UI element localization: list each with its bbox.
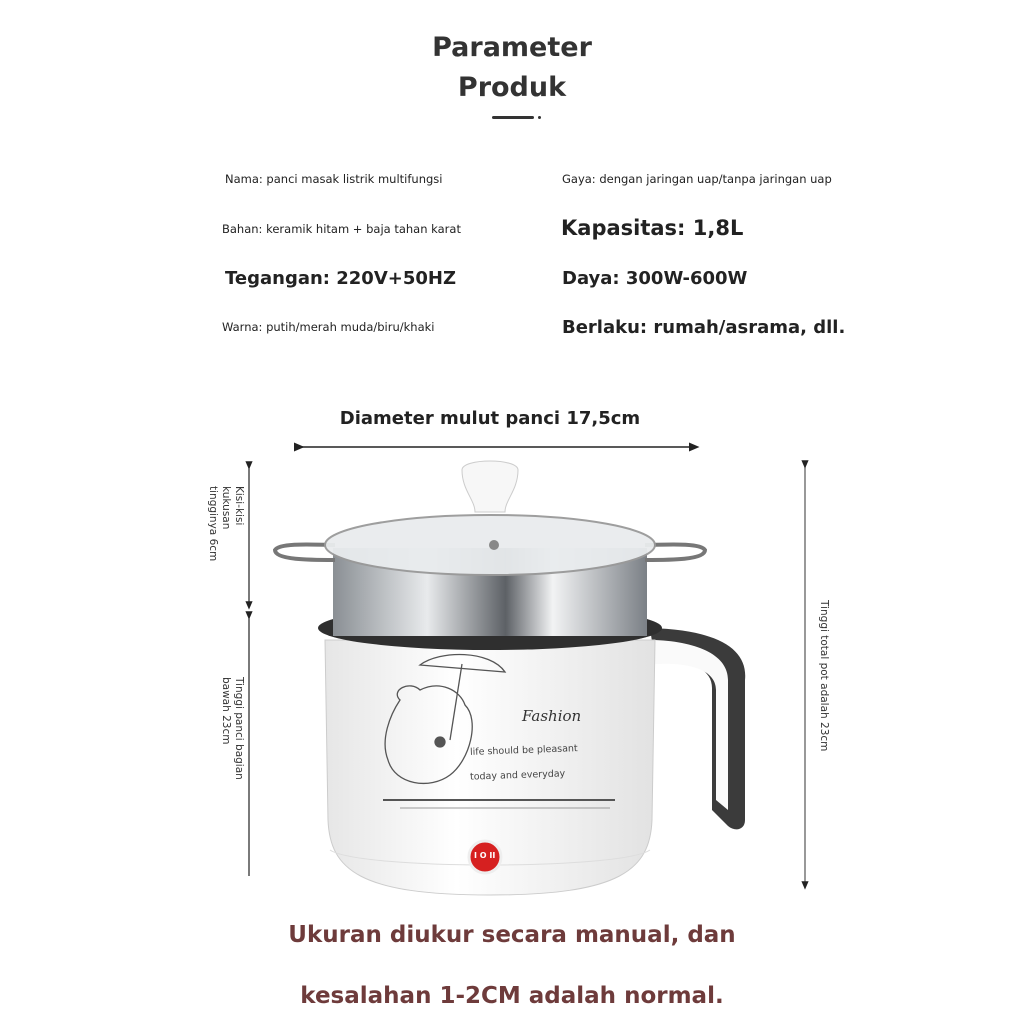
pot-print-line-2: today and everyday: [469, 768, 566, 783]
lower-height-label: Tinggi panci bagian bawah 23cm: [220, 677, 245, 780]
spec-voltage: Tegangan: 220V+50HZ: [225, 268, 457, 289]
steamer-height-label: Kisi-kisi kukusan tingginya 6cm: [207, 486, 245, 562]
spec-style: Gaya: dengan jaringan uap/tanpa jaringan uap: [562, 172, 832, 186]
spec-usage: Berlaku: rumah/asrama, dll.: [562, 317, 846, 338]
lid-knob: [462, 461, 518, 512]
spec-power: Daya: 300W-600W: [562, 268, 748, 289]
spec-material: Bahan: keramik hitam + baja tahan karat: [222, 222, 461, 236]
power-switch-label: I O II: [474, 851, 496, 860]
title-line-2: Produk: [457, 72, 567, 103]
total-height-label: Tinggi total pot adalah 23cm: [818, 600, 830, 752]
footer-note-line-1: Ukuran diukur secara manual, dan: [288, 922, 736, 948]
footer-note-line-2: kesalahan 1-2CM adalah normal.: [300, 983, 724, 1009]
spec-name: Nama: panci masak listrik multifungsi: [225, 172, 443, 186]
diameter-label: Diameter mulut panci 17,5cm: [339, 408, 641, 429]
pot-print-line-1: life should be pleasant: [469, 743, 578, 758]
pot-brand-text: Fashion: [522, 707, 582, 725]
title-line-1: Parameter: [432, 32, 592, 63]
spec-capacity: Kapasitas: 1,8L: [561, 216, 744, 240]
spec-color: Warna: putih/merah muda/biru/khaki: [222, 320, 435, 334]
